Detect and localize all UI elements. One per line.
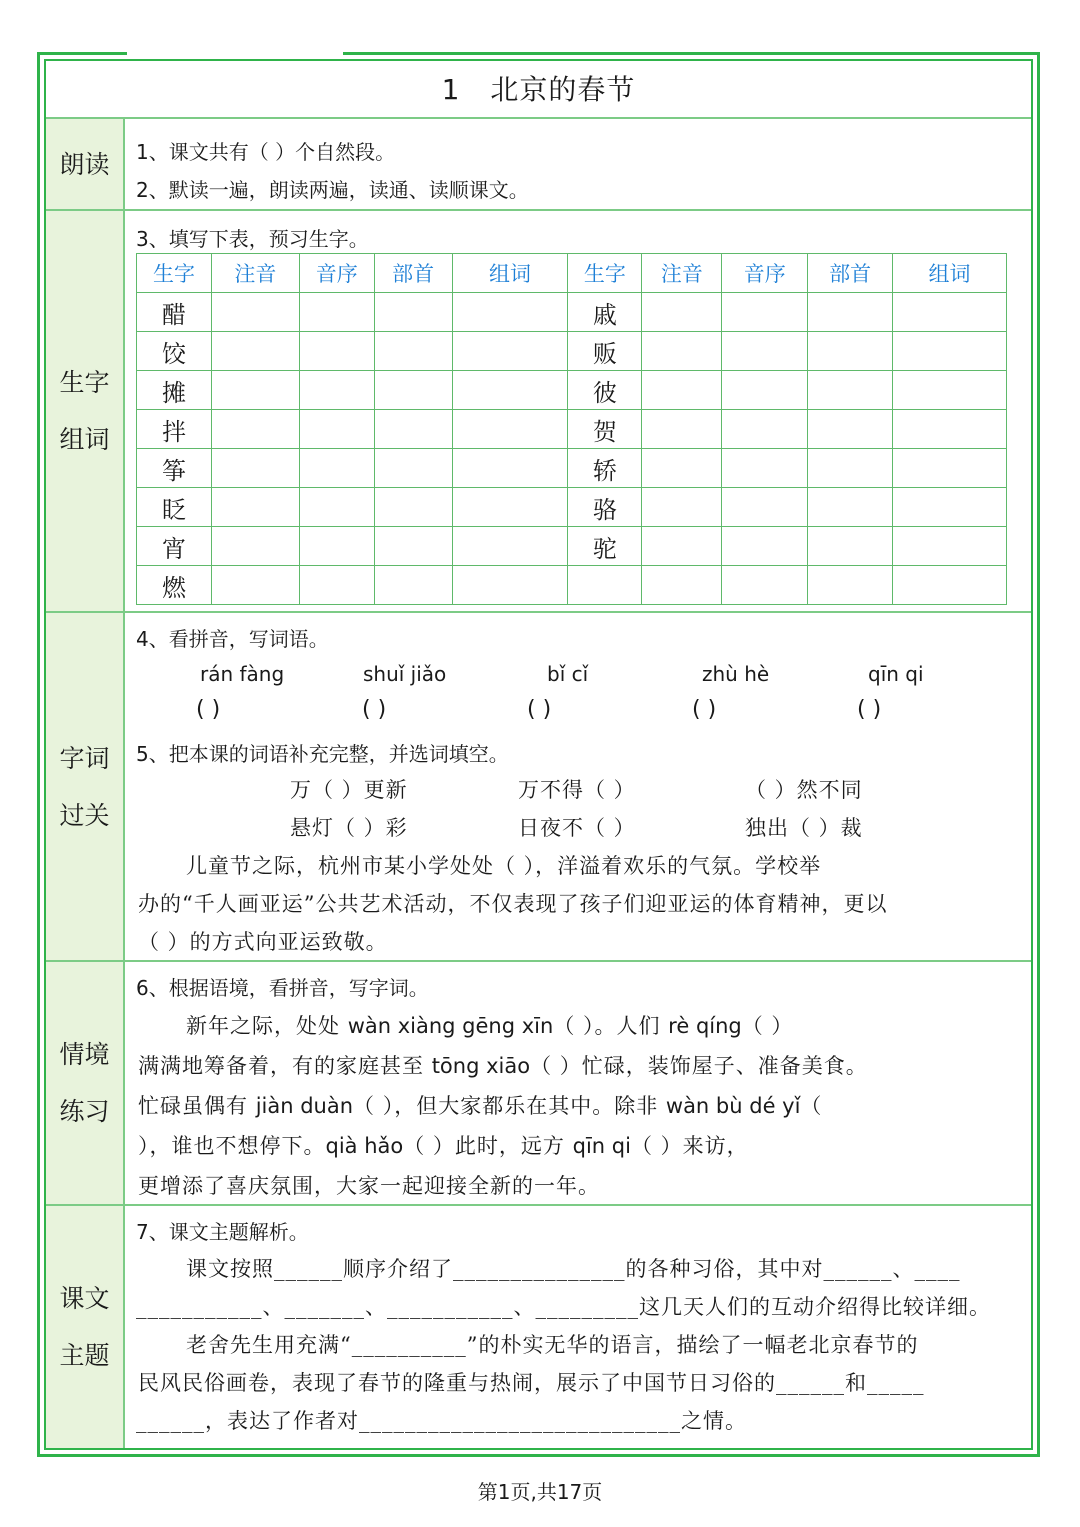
divider xyxy=(46,1204,1031,1206)
header-cell: 部首 xyxy=(808,254,893,293)
answer-cell[interactable] xyxy=(452,371,568,410)
section-label-theme: 课文 主题 xyxy=(46,1206,125,1448)
answer-cell[interactable] xyxy=(211,410,299,449)
question-2: 2、默读一遍，朗读两遍，读通、读顺课文。 xyxy=(136,178,529,202)
answer-cell[interactable] xyxy=(722,293,808,332)
section-label-reading: 朗读 xyxy=(46,119,125,209)
answer-cell[interactable] xyxy=(299,410,374,449)
divider xyxy=(46,960,1031,962)
table-row xyxy=(137,449,1007,488)
answer-cell[interactable] xyxy=(299,566,374,605)
page-title xyxy=(46,60,1031,117)
q5-paragraph-line: 儿童节之际，杭州市某小学处处（ ），洋溢着欢乐的气氛。学校举 xyxy=(186,854,822,878)
answer-cell[interactable] xyxy=(893,332,1007,371)
q6-paragraph-line: 满满地筹备着，有的家庭甚至 tōng xiāo（ ）忙碌，装饰屋子、准备美食。 xyxy=(138,1054,868,1078)
answer-cell[interactable] xyxy=(808,449,893,488)
char-cell xyxy=(568,566,642,605)
answer-cell[interactable] xyxy=(722,371,808,410)
answer-cell[interactable] xyxy=(722,566,808,605)
table-row xyxy=(137,488,1007,527)
answer-cell[interactable] xyxy=(374,488,452,527)
char-cell: 醋 xyxy=(137,293,212,332)
table-row xyxy=(137,566,1007,605)
char-cell: 驼 xyxy=(568,527,642,566)
answer-cell[interactable] xyxy=(211,332,299,371)
answer-cell[interactable] xyxy=(374,449,452,488)
table-row xyxy=(137,371,1007,410)
answer-cell[interactable] xyxy=(374,566,452,605)
answer-cell[interactable] xyxy=(808,488,893,527)
char-cell: 骆 xyxy=(568,488,642,527)
page-footer: 第1页,共17页 xyxy=(477,1480,603,1504)
answer-cell[interactable] xyxy=(893,566,1007,605)
q7-paragraph-line: ___________、_______、___________、_________这几天人们的互动介绍得比较详细。 xyxy=(136,1295,991,1319)
answer-cell[interactable] xyxy=(299,527,374,566)
answer-cell[interactable] xyxy=(374,371,452,410)
q5-paragraph-line: （ ）的方式向亚运致敬。 xyxy=(138,930,388,954)
answer-cell[interactable] xyxy=(211,566,299,605)
answer-cell[interactable] xyxy=(452,488,568,527)
idiom-fill[interactable]: 独出（ ）裁 xyxy=(745,816,863,840)
table-row xyxy=(137,410,1007,449)
idiom-fill[interactable]: 万不得（ ） xyxy=(518,778,636,802)
section-label-words: 字词 过关 xyxy=(46,613,125,960)
answer-cell[interactable] xyxy=(808,293,893,332)
header-cell: 注音 xyxy=(642,254,722,293)
table-row xyxy=(137,527,1007,566)
section-label-context: 情境 练习 xyxy=(46,962,125,1204)
answer-cell[interactable] xyxy=(893,410,1007,449)
table-row xyxy=(137,332,1007,371)
char-cell: 拌 xyxy=(137,410,212,449)
answer-cell[interactable] xyxy=(893,527,1007,566)
char-cell: 宵 xyxy=(137,527,212,566)
table-header-row xyxy=(137,254,1007,293)
header-cell: 组词 xyxy=(452,254,568,293)
answer-cell[interactable] xyxy=(452,566,568,605)
divider xyxy=(46,209,1031,211)
answer-cell[interactable] xyxy=(893,488,1007,527)
idiom-fill[interactable]: 日夜不（ ） xyxy=(518,816,636,840)
divider xyxy=(46,117,1031,119)
pinyin-5: qīn qi xyxy=(868,662,924,686)
question-7: 7、课文主题解析。 xyxy=(136,1220,309,1244)
section-label-characters: 生字 组词 xyxy=(46,211,125,611)
lesson-number: 1 xyxy=(441,73,461,106)
answer-cell[interactable] xyxy=(642,488,722,527)
header-cell: 注音 xyxy=(211,254,299,293)
answer-cell[interactable] xyxy=(374,332,452,371)
char-cell: 贺 xyxy=(568,410,642,449)
answer-cell[interactable] xyxy=(722,488,808,527)
answer-cell[interactable] xyxy=(808,332,893,371)
answer-cell[interactable] xyxy=(808,410,893,449)
answer-cell[interactable] xyxy=(452,410,568,449)
question-1: 1、课文共有（ ）个自然段。 xyxy=(136,140,396,164)
answer-cell[interactable] xyxy=(452,527,568,566)
pinyin-3: bǐ cǐ xyxy=(547,662,589,686)
answer-cell[interactable] xyxy=(299,488,374,527)
character-table xyxy=(136,253,1007,605)
q6-paragraph-line: 忙碌虽偶有 jiàn duàn（ ），但大家都乐在其中。除非 wàn bù dé yǐ（ xyxy=(138,1094,823,1118)
answer-cell[interactable] xyxy=(722,527,808,566)
answer-cell[interactable] xyxy=(722,449,808,488)
char-cell: 彼 xyxy=(568,371,642,410)
q6-paragraph-line: ），谁也不想停下。qià hǎo（ ）此时，远方 qīn qi（ ）来访， xyxy=(138,1134,749,1158)
question-4: 4、看拼音，写词语。 xyxy=(136,627,329,651)
q6-paragraph-line: 新年之际，处处 wàn xiàng gēng xīn（ ）。人们 rè qíng（ ） xyxy=(186,1014,794,1038)
answer-cell[interactable] xyxy=(808,371,893,410)
answer-cell[interactable] xyxy=(299,293,374,332)
answer-cell[interactable] xyxy=(893,449,1007,488)
pinyin-4: zhù hè xyxy=(702,662,770,686)
q7-paragraph-line: 民风民俗画卷，表现了春节的隆重与热闹，展示了中国节日习俗的______和_____ xyxy=(138,1371,925,1395)
answer-cell[interactable] xyxy=(452,332,568,371)
question-5: 5、把本课的词语补充完整，并选词填空。 xyxy=(136,742,509,766)
answer-cell[interactable] xyxy=(808,527,893,566)
q5-paragraph-line: 办的“千人画亚运”公共艺术活动，不仅表现了孩子们迎亚运的体育精神，更以 xyxy=(138,892,888,916)
answer-blank[interactable]: ( ) xyxy=(857,697,882,722)
answer-cell[interactable] xyxy=(211,293,299,332)
answer-cell[interactable] xyxy=(893,371,1007,410)
char-cell: 戚 xyxy=(568,293,642,332)
answer-cell[interactable] xyxy=(722,332,808,371)
answer-cell[interactable] xyxy=(642,527,722,566)
answer-cell[interactable] xyxy=(299,332,374,371)
question-3: 3、填写下表，预习生字。 xyxy=(136,227,369,251)
answer-cell[interactable] xyxy=(642,566,722,605)
char-cell: 燃 xyxy=(137,566,212,605)
question-6: 6、根据语境，看拼音，写字词。 xyxy=(136,976,429,1000)
answer-cell[interactable] xyxy=(374,527,452,566)
header-cell: 生字 xyxy=(568,254,642,293)
char-cell: 贩 xyxy=(568,332,642,371)
answer-cell[interactable] xyxy=(722,410,808,449)
answer-blank[interactable]: ( ) xyxy=(362,697,387,722)
answer-cell[interactable] xyxy=(374,293,452,332)
divider xyxy=(46,611,1031,613)
char-cell: 轿 xyxy=(568,449,642,488)
idiom-fill[interactable]: 万（ ）更新 xyxy=(290,778,408,802)
answer-cell[interactable] xyxy=(808,566,893,605)
table-row xyxy=(137,293,1007,332)
pinyin-1: rán fàng xyxy=(200,662,285,686)
answer-cell[interactable] xyxy=(211,488,299,527)
answer-cell[interactable] xyxy=(642,293,722,332)
answer-cell[interactable] xyxy=(452,293,568,332)
idiom-fill[interactable]: （ ）然不同 xyxy=(745,778,863,802)
answer-cell[interactable] xyxy=(374,410,452,449)
q7-paragraph-line: 老舍先生用充满“__________”的朴实无华的语言，描绘了一幅老北京春节的 xyxy=(186,1333,919,1357)
char-cell: 筝 xyxy=(137,449,212,488)
header-cell: 音序 xyxy=(722,254,808,293)
header-cell: 生字 xyxy=(137,254,212,293)
answer-cell[interactable] xyxy=(299,371,374,410)
answer-cell[interactable] xyxy=(642,332,722,371)
answer-blank[interactable]: ( ) xyxy=(527,697,552,722)
pinyin-2: shuǐ jiǎo xyxy=(363,662,447,686)
q7-paragraph-line: 课文按照______顺序介绍了_______________的各种习俗，其中对______、____ xyxy=(186,1257,961,1281)
answer-cell[interactable] xyxy=(211,527,299,566)
header-cell: 组词 xyxy=(893,254,1007,293)
answer-cell[interactable] xyxy=(299,449,374,488)
answer-cell[interactable] xyxy=(211,449,299,488)
q6-paragraph-line: 更增添了喜庆氛围，大家一起迎接全新的一年。 xyxy=(138,1174,600,1198)
answer-cell[interactable] xyxy=(452,449,568,488)
char-cell: 摊 xyxy=(137,371,212,410)
answer-blank[interactable]: ( ) xyxy=(692,697,717,722)
header-cell: 音序 xyxy=(299,254,374,293)
answer-blank[interactable]: ( ) xyxy=(196,697,221,722)
char-cell: 眨 xyxy=(137,488,212,527)
answer-cell[interactable] xyxy=(211,371,299,410)
idiom-fill[interactable]: 悬灯（ ）彩 xyxy=(290,816,408,840)
answer-cell[interactable] xyxy=(642,410,722,449)
header-cell: 部首 xyxy=(374,254,452,293)
frame-gap xyxy=(127,49,343,55)
answer-cell[interactable] xyxy=(642,449,722,488)
q7-paragraph-line: ______，表达了作者对____________________________之情。 xyxy=(136,1409,747,1433)
char-cell: 饺 xyxy=(137,332,212,371)
answer-cell[interactable] xyxy=(642,371,722,410)
answer-cell[interactable] xyxy=(893,293,1007,332)
lesson-title: 北京的春节 xyxy=(490,73,636,106)
